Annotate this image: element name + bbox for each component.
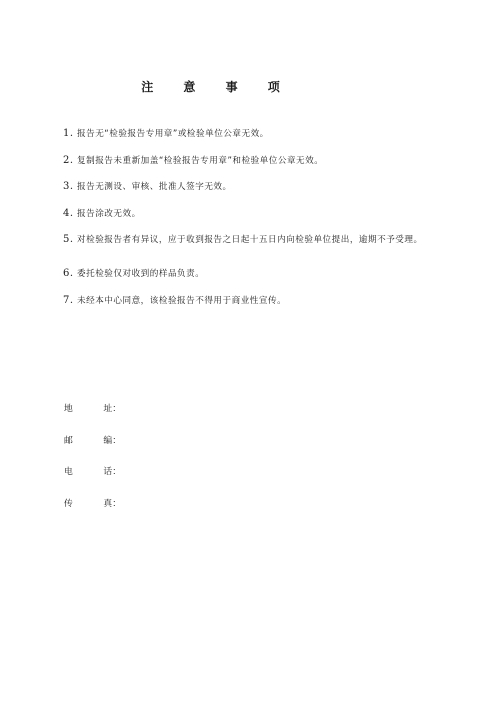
contact-fax-row xyxy=(64,498,121,510)
notice-item xyxy=(63,295,463,307)
notice-item xyxy=(63,155,463,167)
notice-text: 未经本中心同意，该检验报告不得用于商业性宣传。 xyxy=(77,295,287,306)
notice-item xyxy=(63,181,463,193)
notice-item xyxy=(63,234,463,253)
notice-text: 委托检验仅对收到的样品负责。 xyxy=(77,268,205,279)
phone-label xyxy=(64,466,121,478)
address-label xyxy=(64,403,121,415)
notice-number: 2. xyxy=(63,154,74,166)
postcode-label-char1: 邮 xyxy=(64,435,73,446)
contact-info xyxy=(64,403,121,529)
fax-label xyxy=(64,498,121,510)
contact-postcode-row xyxy=(64,435,121,447)
phone-label-char1: 电 xyxy=(64,467,73,477)
fax-label-char2: 真： xyxy=(103,498,121,509)
notice-text: 报告无测设、审核、批准人签字无效。 xyxy=(77,182,232,193)
notice-item xyxy=(63,268,463,280)
notice-item xyxy=(63,208,463,220)
contact-address-row xyxy=(64,403,121,415)
notice-number: 4. xyxy=(63,207,74,219)
contact-phone-row xyxy=(64,466,121,478)
notice-number: 3. xyxy=(63,181,74,193)
notice-text: 复制报告未重新加盖“检验报告专用章”和检验单位公章无效。 xyxy=(77,155,324,166)
address-label-char2: 址： xyxy=(103,404,121,414)
notice-text: 对检验报告者有异议，应于收到报告之日起十五日内向检验单位提出，逾期不予受理。 xyxy=(77,235,423,246)
address-label-char1: 地 xyxy=(64,404,73,414)
page-title: 注 意 事 项 xyxy=(141,80,293,94)
fax-label-char1: 传 xyxy=(64,498,73,509)
notice-text: 报告无“检验报告专用章”或检验单位公章无效。 xyxy=(77,129,269,139)
notice-number: 1. xyxy=(63,128,74,139)
notice-number: 6. xyxy=(63,267,74,279)
phone-label-char2: 话： xyxy=(103,467,121,477)
notice-number: 7. xyxy=(63,294,74,306)
postcode-label xyxy=(64,435,121,447)
notice-list xyxy=(63,128,463,321)
notice-item xyxy=(63,128,463,140)
notice-text: 报告涂改无效。 xyxy=(77,208,141,219)
postcode-label-char2: 编： xyxy=(103,435,121,446)
notice-number: 5. xyxy=(63,234,74,246)
